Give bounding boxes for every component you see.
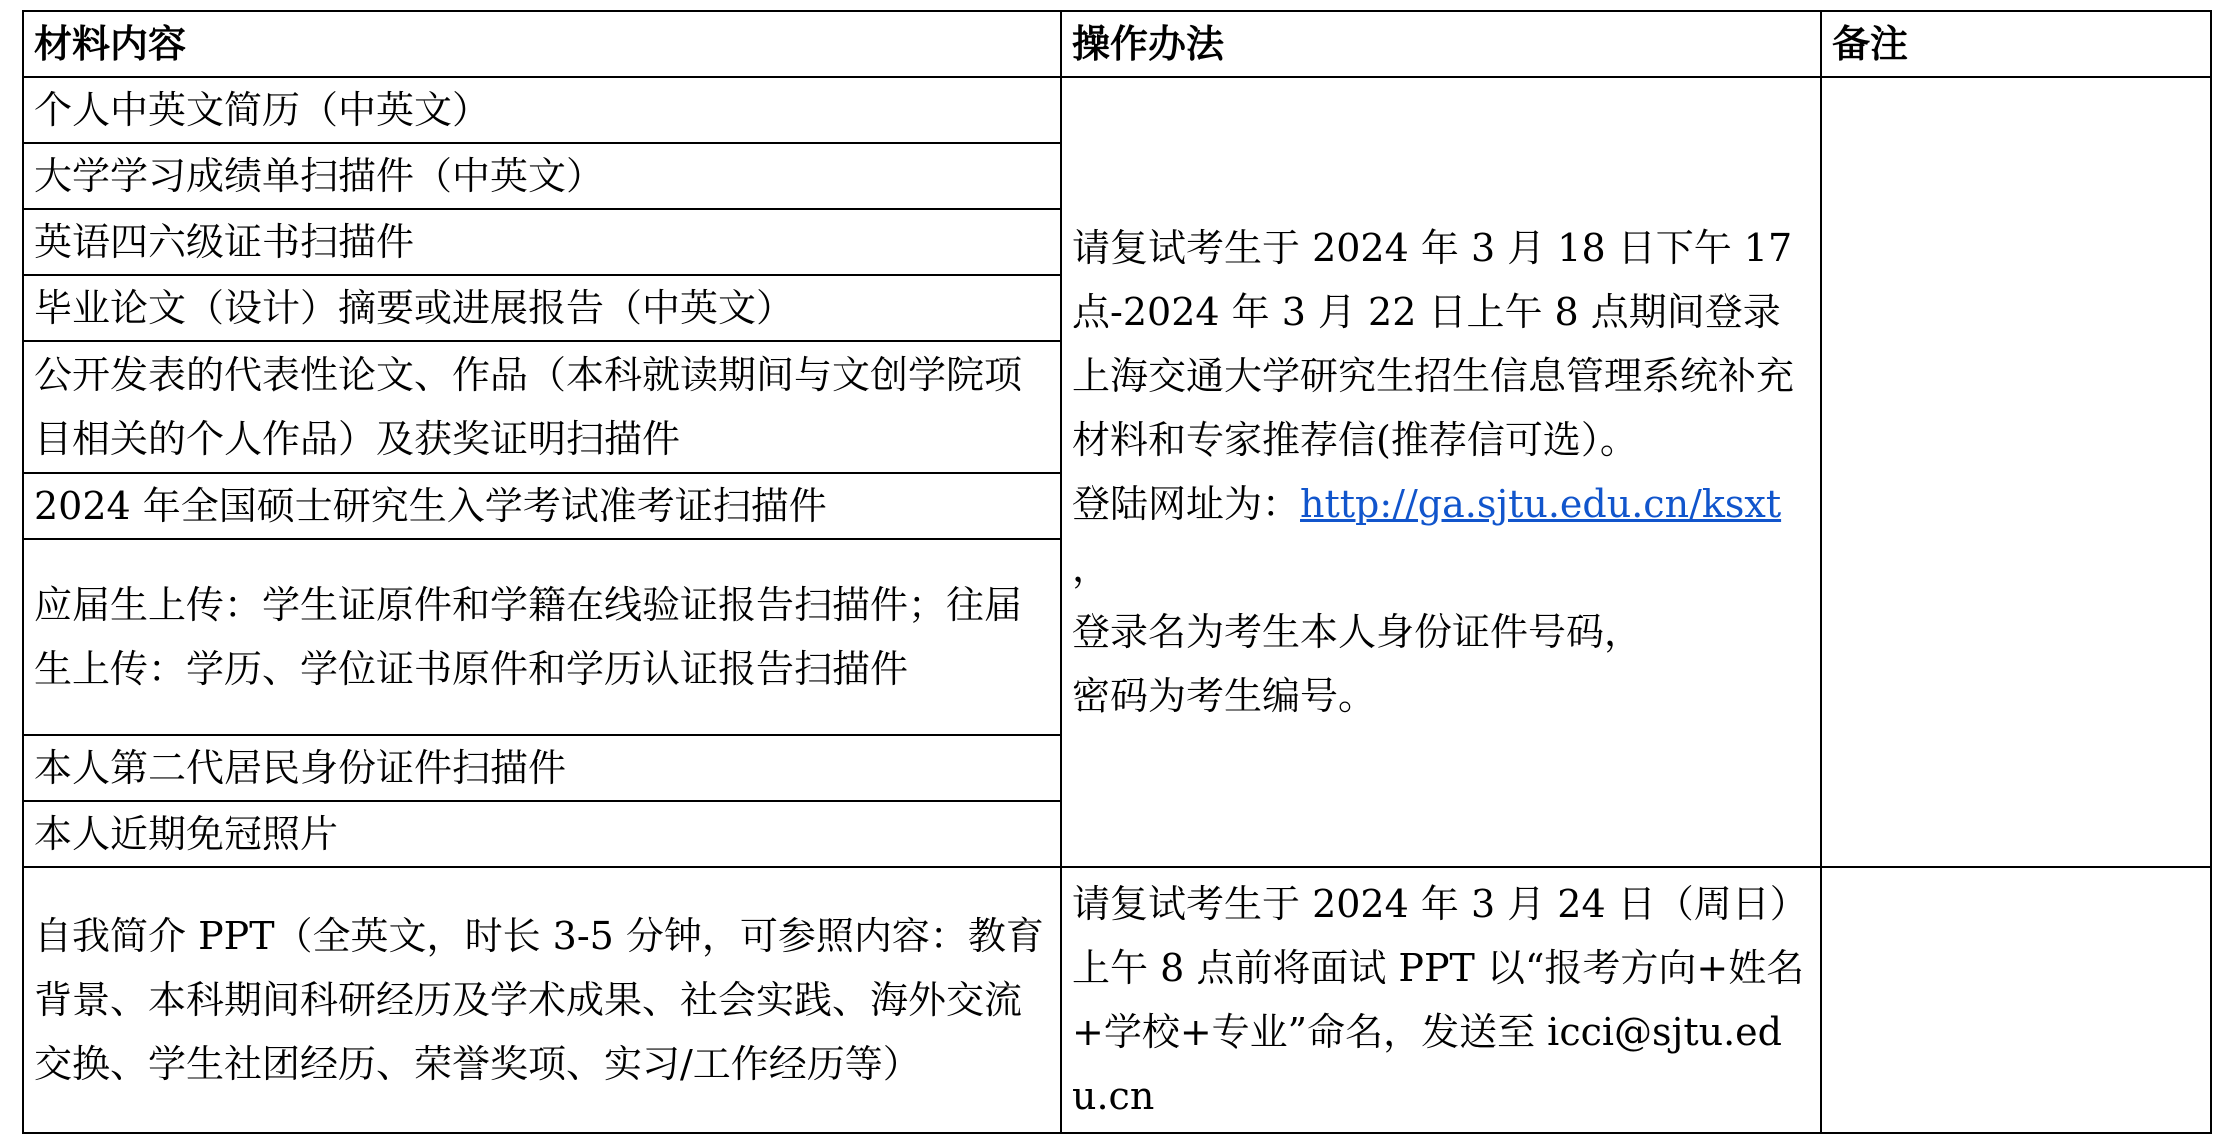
- system-login-link[interactable]: http://ga.sjtu.edu.cn/ksxt: [1300, 482, 1782, 526]
- material-item: 2024 年全国硕士研究生入学考试准考证扫描件: [23, 473, 1061, 539]
- ppt-material: 自我简介 PPT（全英文，时长 3-5 分钟，可参照内容：教育背景、本科期间科研经历及学术成果、社会实践、海外交流交换、学生社团经历、荣誉奖项、实习/工作经历等）: [23, 867, 1061, 1133]
- operation-text: 请复试考生于 2024 年 3 月 18 日下午 17 点-2024 年 3 月 22 日上午 8 点期间登录上海交通大学研究生招生信息管理系统补充材料和专家推荐信(推荐信可选）。: [1072, 226, 1795, 462]
- remarks-cell: [1821, 77, 2211, 867]
- header-operation: 操作办法: [1061, 11, 1821, 77]
- material-item: 应届生上传：学生证原件和学籍在线验证报告扫描件；往届生上传：学历、学位证书原件和学历认证报告扫描件: [23, 539, 1061, 735]
- header-row: [23, 11, 2211, 77]
- material-item: 毕业论文（设计）摘要或进展报告（中英文）: [23, 275, 1061, 341]
- header-materials: 材料内容: [23, 11, 1061, 77]
- materials-table: [22, 10, 2212, 1134]
- material-item: 个人中英文简历（中英文）: [23, 77, 1061, 143]
- login-name-text: 登录名为考生本人身份证件号码，: [1072, 610, 1643, 654]
- url-suffix: ，: [1072, 546, 1111, 590]
- header-remarks: 备注: [1821, 11, 2211, 77]
- material-item: 大学学习成绩单扫描件（中英文）: [23, 143, 1061, 209]
- password-text: 密码为考生编号。: [1072, 674, 1377, 718]
- url-prefix: 登陆网址为：: [1072, 482, 1301, 526]
- table-row: [23, 867, 2211, 1133]
- material-item: 本人近期免冠照片: [23, 801, 1061, 867]
- login-url-line: [1072, 472, 1808, 600]
- ppt-remarks: [1821, 867, 2211, 1133]
- table-row: [23, 77, 2211, 143]
- operation-cell: [1061, 77, 1821, 867]
- material-item: 英语四六级证书扫描件: [23, 209, 1061, 275]
- ppt-operation: 请复试考生于 2024 年 3 月 24 日（周日）上午 8 点前将面试 PPT 以“报考方向+姓名+学校+专业”命名，发送至 icci@sjtu.edu.cn: [1061, 867, 1821, 1133]
- material-item: 公开发表的代表性论文、作品（本科就读期间与文创学院项目相关的个人作品）及获奖证明扫描件: [23, 341, 1061, 473]
- material-item: 本人第二代居民身份证件扫描件: [23, 735, 1061, 801]
